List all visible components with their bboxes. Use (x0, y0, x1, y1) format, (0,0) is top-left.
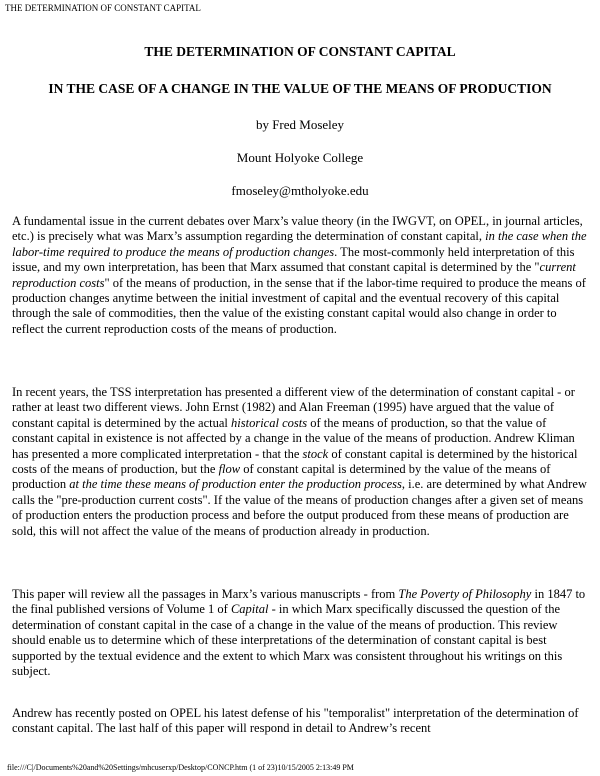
text-run: - in which Marx specifically discussed the question of the determination of constant capital in the case of a change in the value of the means of production. This review should enable us to determine which of these interpretations of the determination of constant capital is best supported by the textual evidence and the extent to which Marx was consistent throughout his writings on this subject. (12, 602, 563, 679)
emphasis-run: in the case when the labor-time required to produce the means of production changes (12, 229, 587, 259)
text-run: Andrew has recently posted on OPEL his latest defense of his "temporalist" interpretation of the determination of constant capital. The last half of this paper will respond in detail to Andrew’s recent (12, 706, 579, 736)
paragraph-3 (12, 587, 589, 679)
emphasis-run: The Poverty of Philosophy (398, 587, 532, 601)
emphasis-run: flow (218, 462, 241, 477)
footer-file-path: file:///C|/Documents%20and%20Settings/mhcuserxp/Desktop/CONCP.htm (1 of 23)10/15/2005 2:13:49 PM (7, 763, 354, 772)
author-affiliation: Mount Holyoke College (236, 150, 364, 165)
author-byline: by Fred Moseley (255, 117, 345, 132)
text-run: of constant capital is determined by the historical costs of the means of production, but the (12, 446, 578, 477)
text-run: of the means of production, so that the value of constant capital in existence is not affected by a change in the value of the means of production. Andrew Kliman has presented a more complicated interpretation - that the (12, 415, 575, 461)
text-run: In recent years, the TSS interpretation has presented a different view of the determination of constant capital - or rather at least two different views. John Ernst (1982) and Alan Freeman (1995) have argued that the value of constant capital is determined by the actual (12, 385, 575, 430)
text-run: , i.e. are determined by what Andrew calls the "pre-production current costs". If the value of the means of production changes after a given set of means of production enters the production process and before the output produced from these means of production are sold, this will not affect the value of the means of production already in production. (12, 477, 587, 538)
emphasis-run: at the time these means of production enter the production process (69, 477, 402, 492)
emphasis-run: Capital (230, 602, 269, 617)
emphasis-run: stock (302, 446, 329, 461)
text-run: of constant capital is determined by the value of the means of production (12, 462, 551, 492)
paragraph-4 (12, 706, 589, 737)
emphasis-run: historical costs (231, 415, 308, 430)
author-email: fmoseley@mtholyoke.edu (231, 183, 369, 198)
page-title: THE DETERMINATION OF CONSTANT CAPITAL (144, 44, 456, 59)
paragraph-2 (12, 385, 589, 539)
text-run: in 1847 to the final published versions of Volume 1 of (12, 587, 586, 617)
text-run: A fundamental issue in the current debates over Marx’s value theory (in the IWGVT, on OPEL, in journal articles, etc.) is precisely what was Marx’s assumption regarding the determination of constant capital, (12, 214, 583, 244)
text-run: . The most-commonly held interpretation of this issue, and my own interpretation, has been that Marx assumed that constant capital is determined by the " (12, 244, 575, 275)
running-header: THE DETERMINATION OF CONSTANT CAPITAL (5, 3, 201, 13)
paragraph-1 (12, 214, 589, 337)
text-run: " of the means of production, in the sense that if the labor-time required to produce the means of production changes anytime between the initial investment of capital and the eventual recovery of this capital through the sale of commodities, then the value of the existing constant capital would also change in order to reflect the current reproduction costs of the means of production. (12, 275, 586, 336)
page-subtitle: IN THE CASE OF A CHANGE IN THE VALUE OF THE MEANS OF PRODUCTION (48, 81, 552, 96)
emphasis-run: current reproduction costs (12, 260, 576, 290)
text-run: This paper will review all the passages in Marx’s various manuscripts - from (12, 587, 399, 601)
